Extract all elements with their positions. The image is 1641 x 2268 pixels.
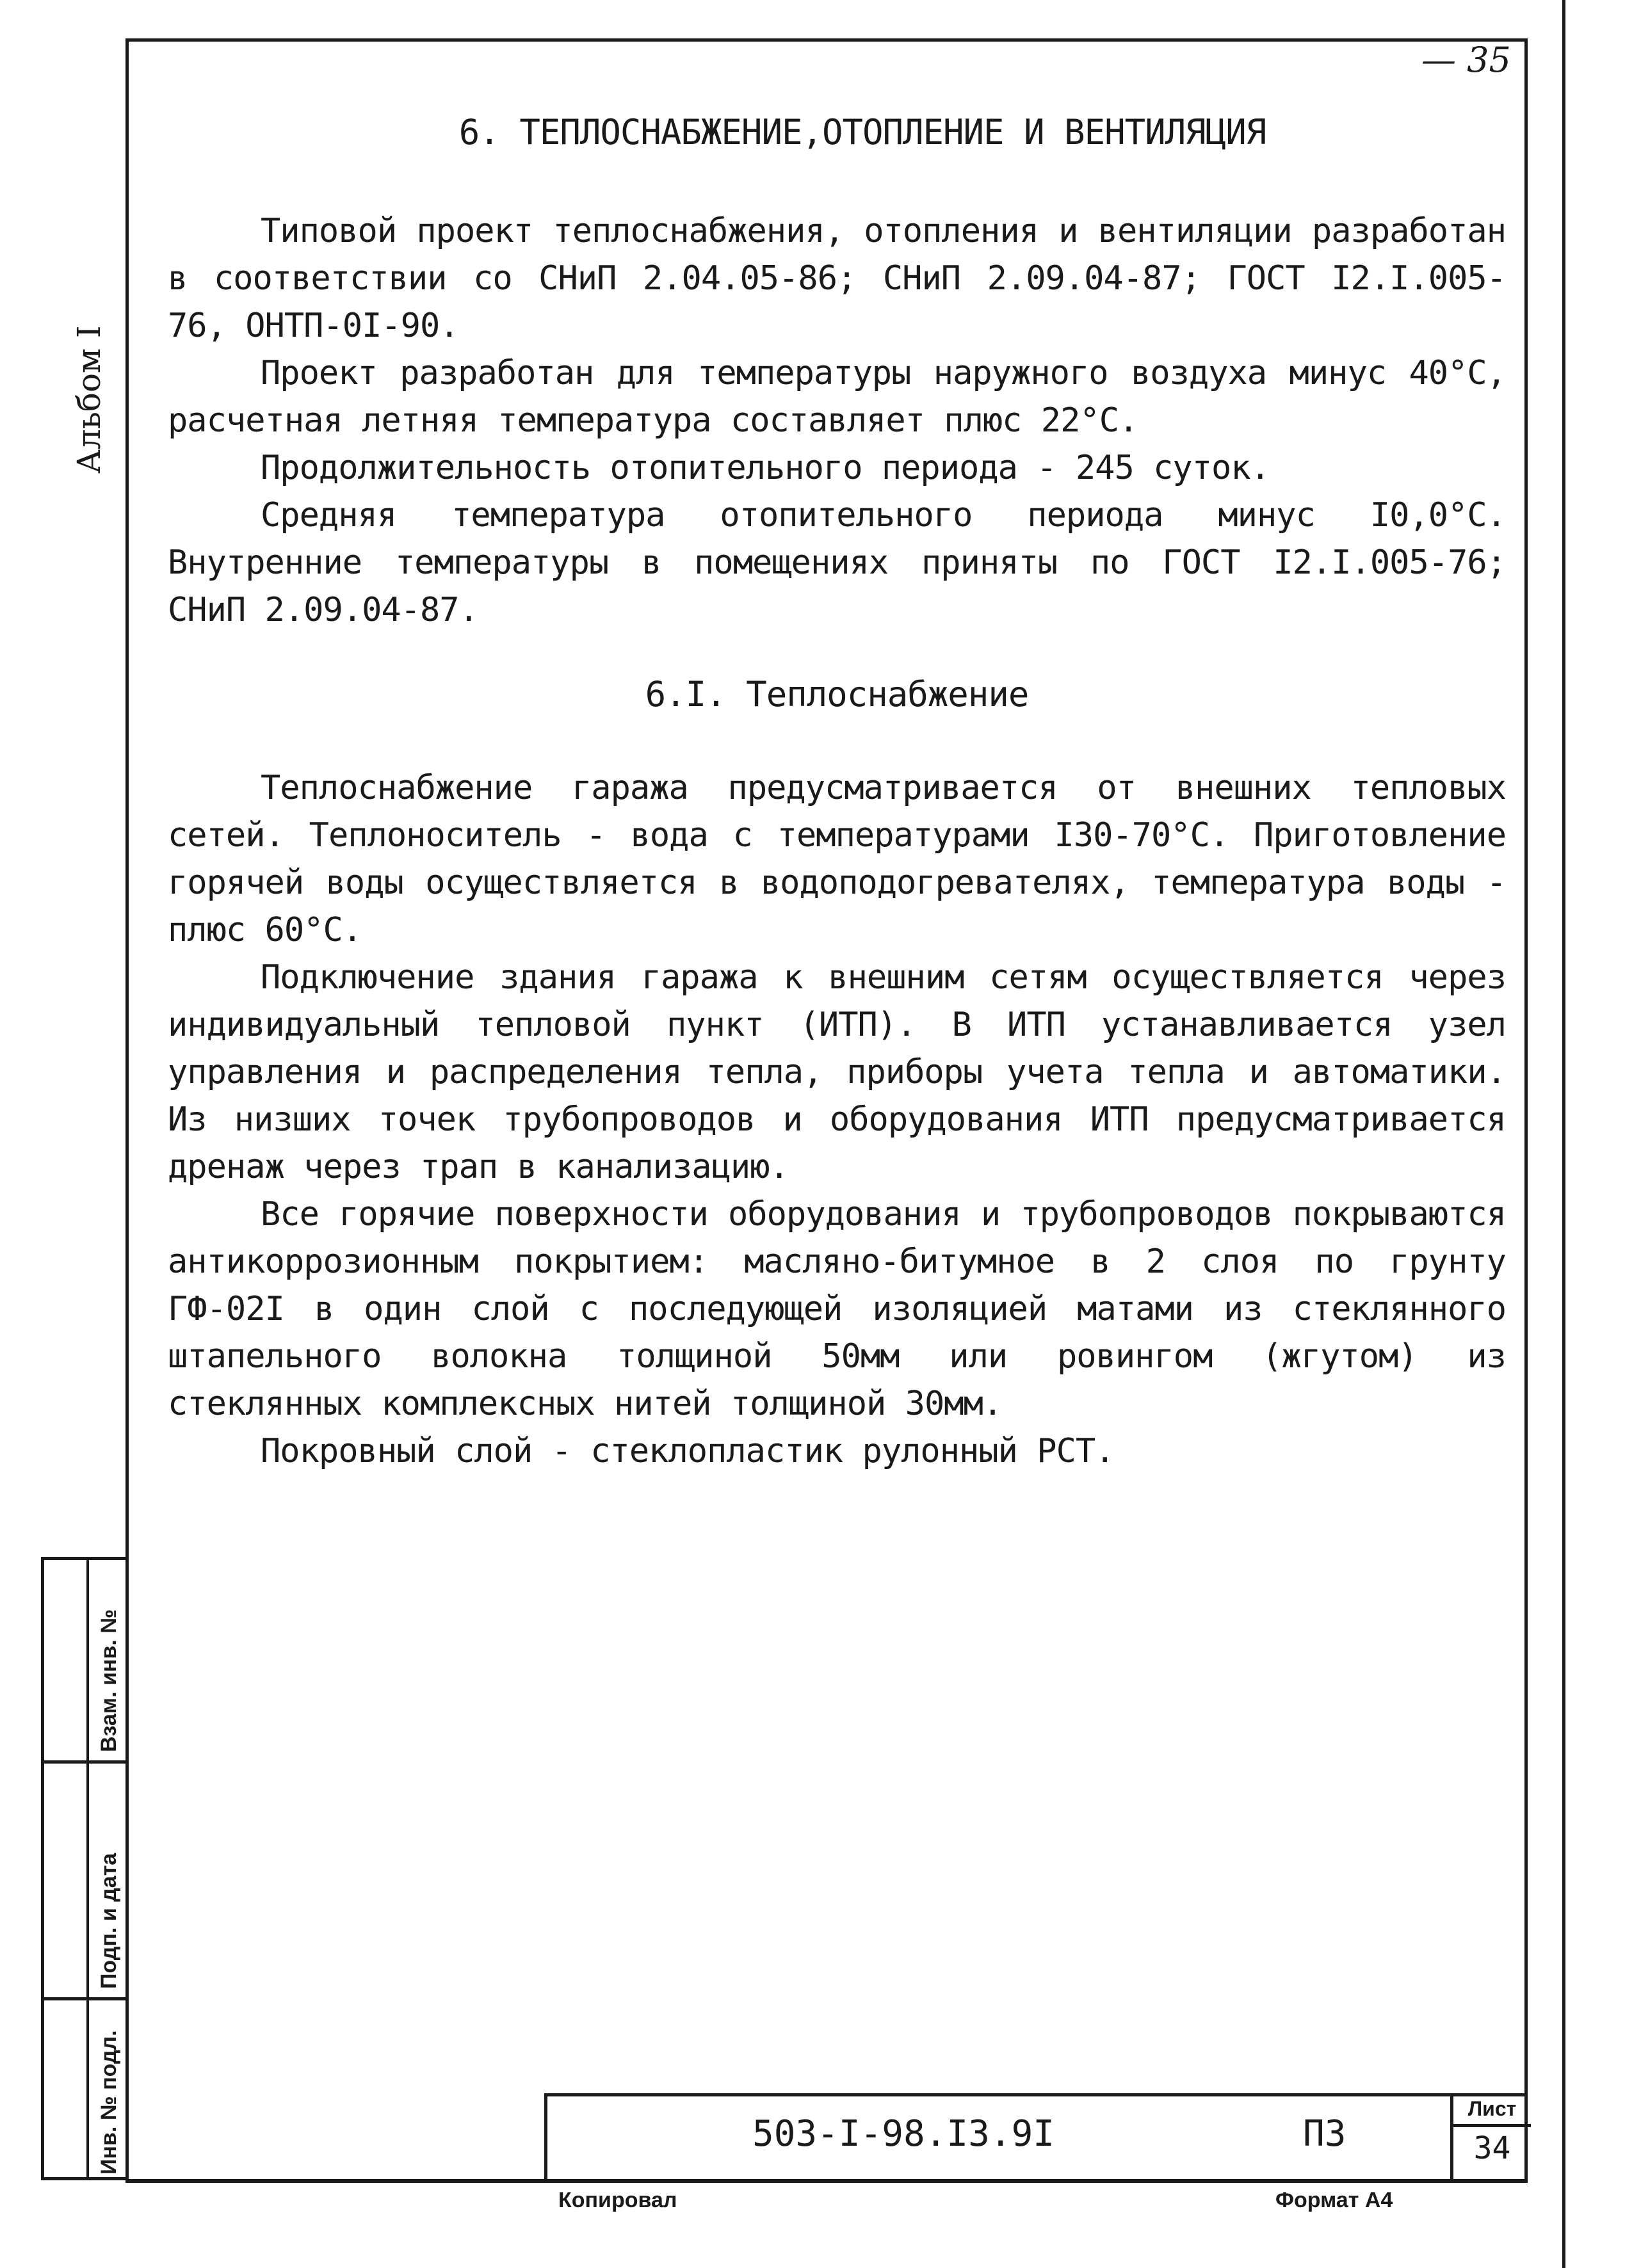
scan-edge-line [1562,0,1565,2268]
sheet-number: 34 [1473,2130,1511,2166]
footer-format: Формат А4 [1275,2188,1393,2212]
document-type: ПЗ [1303,2113,1346,2155]
stamp-label-podp: Подп. и дата [97,1853,121,1989]
document-code: 503-I-98.I3.9I [752,2113,1055,2155]
intro-paragraph: Типовой проект теплоснабжения, отопления и вентиляции разработан в соответствии со СНиП 2.04.05-86; СНиП 2.09.04-87; ГОСТ I2.I.005-76, ОНТП-0I-90. [168,212,1506,345]
intro-paragraph: Продолжительность отопительного периода - 245 суток. [261,449,1270,487]
intro-paragraph: Проект разработан для температуры наружного воздуха минус 40°С, расчетная летняя температура составляет плюс 22°С. [168,354,1506,440]
section-paragraph: Покровный слой - стеклопластик рулонный РСТ. [261,1432,1115,1470]
footer-copied: Копировал [558,2188,677,2212]
section-paragraph: Все горячие поверхности оборудования и трубопроводов покрываются антикоррозионным покрытием: масляно-битумное в 2 слоя по грунту ГФ-02I в один слой с последующей изоляцией матами из стеклянного штапельного волокна толщиной 50мм или ровингом (жгутом) из стеклянных комплексных нитей толщиной 30мм. [168,1195,1506,1423]
stamp-label-inv: Инв. № подл. [97,2030,121,2175]
document-body [168,109,1506,1475]
stamp-cell-podp [44,1764,129,2000]
stamp-label-vzam: Взам. инв. № [97,1609,121,1752]
album-label: Альбом I [70,325,108,474]
section-paragraph: Подключение здания гаража к внешним сетям осуществляется через индивидуальный тепловой пункт (ИТП). В ИТП устанавливается узел управления и распределения тепла, приборы учета тепла и автоматики. Из низших точек трубопроводов и оборудования ИТП предусматривается дренаж через трап в канализацию. [168,958,1506,1186]
section-paragraph: Теплоснабжение гаража предусматривается от внешних тепловых сетей. Теплоноситель - вода с температурами I30-70°С. Приготовление горячей воды осуществляется в водоподогревателях, температура воды - плюс 60°С. [168,769,1506,949]
title-block [544,2093,1528,2183]
sheet-label: Лист [1453,2093,1531,2127]
main-heading: 6. ТЕПЛОСНАБЖЕНИЕ,ОТОПЛЕНИЕ И ВЕНТИЛЯЦИЯ [458,112,1266,152]
sheet-box [1450,2093,1531,2183]
intro-paragraph: Средняя температура отопительного периода минус I0,0°С. Внутренние температуры в помещениях приняты по ГОСТ I2.I.005-76; СНиП 2.09.04-87. [168,496,1506,629]
side-stamp [41,1557,129,2180]
stamp-cell-inv [44,2000,129,2180]
section-heading: 6.I. Теплоснабжение [645,674,1029,714]
stamp-cell-vzam [44,1560,129,1764]
page-number: — 35 [1421,40,1511,80]
